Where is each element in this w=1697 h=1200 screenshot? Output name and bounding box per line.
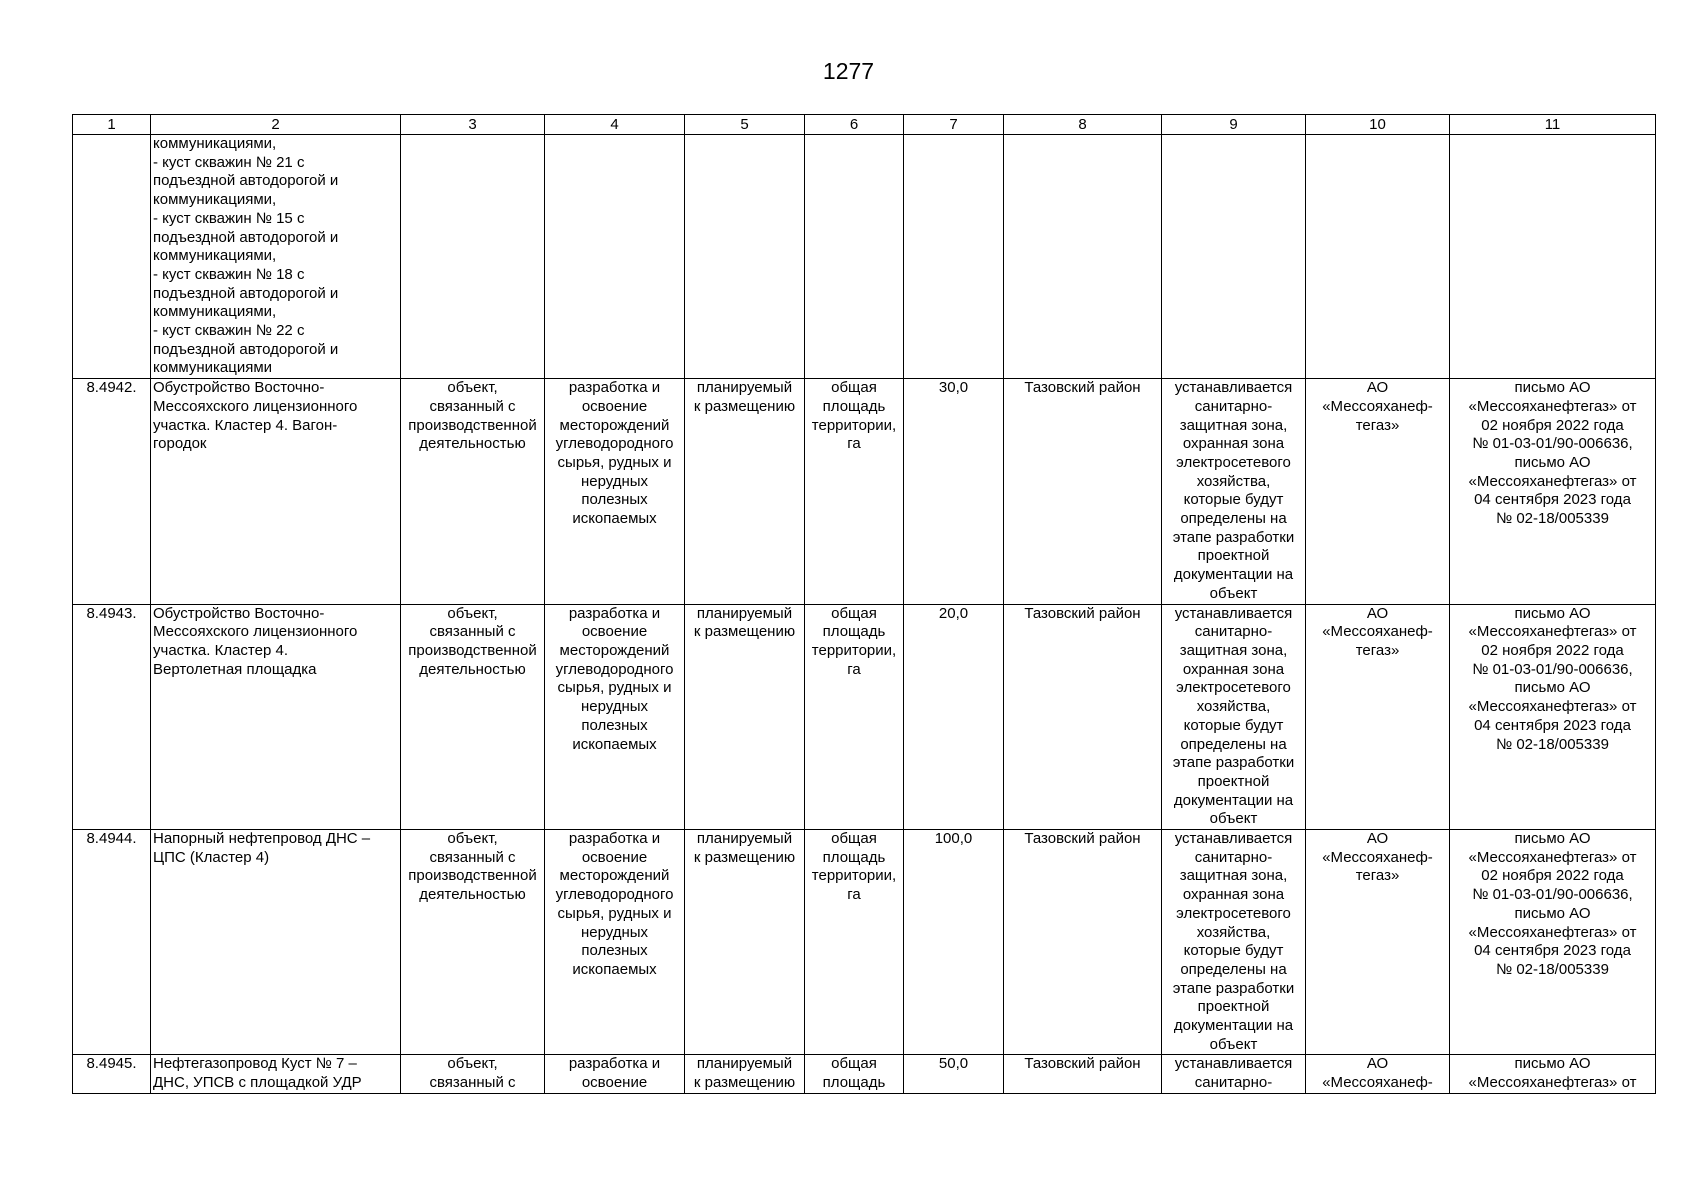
cell-name: Обустройство Восточно- Мессояхского лицензионного участка. Кластер 4. Вагон- городок — [151, 379, 401, 604]
column-header: 6 — [805, 115, 904, 135]
cell-name: Нефтегазопровод Куст № 7 – ДНС, УПСВ с площадкой УДР — [151, 1055, 401, 1093]
cell-characteristic — [805, 135, 904, 379]
cell-owner: АО «Мессояханеф- — [1306, 1055, 1450, 1093]
cell-owner: АО «Мессояханеф- тегаз» — [1306, 830, 1450, 1055]
cell-purpose: разработка и освоение — [545, 1055, 685, 1093]
cell-type: объект, связанный с производственной деятельностью — [401, 604, 545, 829]
cell-zones — [1162, 135, 1306, 379]
cell-purpose: разработка и освоение месторождений углеводородного сырья, рудных и нерудных полезных ископаемых — [545, 830, 685, 1055]
cell-type: объект, связанный с производственной деятельностью — [401, 379, 545, 604]
cell-number: 8.4942. — [73, 379, 151, 604]
cell-status: планируемый к размещению — [685, 604, 805, 829]
table-row — [73, 604, 1656, 829]
cell-name: Напорный нефтепровод ДНС – ЦПС (Кластер 4) — [151, 830, 401, 1055]
cell-location: Тазовский район — [1004, 1055, 1162, 1093]
cell-characteristic: общая площадь территории, га — [805, 604, 904, 829]
cell-purpose: разработка и освоение месторождений углеводородного сырья, рудных и нерудных полезных ископаемых — [545, 379, 685, 604]
cell-zones: устанавливается санитарно- защитная зона, охранная зона электросетевого хозяйства, которые будут определены на этапе разработки проектной документации на объект — [1162, 830, 1306, 1055]
cell-zones: устанавливается санитарно- защитная зона, охранная зона электросетевого хозяйства, которые будут определены на этапе разработки проектной документации на объект — [1162, 604, 1306, 829]
cell-name: Обустройство Восточно- Мессояхского лицензионного участка. Кластер 4. Вертолетная площадка — [151, 604, 401, 829]
column-header: 11 — [1450, 115, 1656, 135]
cell-owner: АО «Мессояханеф- тегаз» — [1306, 379, 1450, 604]
cell-status — [685, 135, 805, 379]
cell-zones: устанавливается санитарно- защитная зона, охранная зона электросетевого хозяйства, которые будут определены на этапе разработки проектной документации на объект — [1162, 379, 1306, 604]
cell-characteristic: общая площадь территории, га — [805, 830, 904, 1055]
column-header: 7 — [904, 115, 1004, 135]
column-header: 9 — [1162, 115, 1306, 135]
table-row — [73, 1055, 1656, 1093]
cell-value: 50,0 — [904, 1055, 1004, 1093]
cell-location: Тазовский район — [1004, 830, 1162, 1055]
cell-zones: устанавливается санитарно- — [1162, 1055, 1306, 1093]
cell-type: объект, связанный с — [401, 1055, 545, 1093]
cell-status: планируемый к размещению — [685, 379, 805, 604]
cell-characteristic: общая площадь территории, га — [805, 379, 904, 604]
cell-characteristic: общая площадь — [805, 1055, 904, 1093]
cell-type: объект, связанный с производственной деятельностью — [401, 830, 545, 1055]
column-header: 5 — [685, 115, 805, 135]
cell-basis: письмо АО «Мессояханефтегаз» от 02 ноября 2022 года № 01-03-01/90-006636, письмо АО «Мессояханефтегаз» от 04 сентября 2023 года № 02-18/005339 — [1450, 604, 1656, 829]
table-row — [73, 830, 1656, 1055]
cell-number: 8.4945. — [73, 1055, 151, 1093]
cell-number — [73, 135, 151, 379]
cell-basis: письмо АО «Мессояханефтегаз» от — [1450, 1055, 1656, 1093]
column-header: 1 — [73, 115, 151, 135]
column-header-row — [73, 115, 1656, 135]
column-header: 2 — [151, 115, 401, 135]
cell-basis — [1450, 135, 1656, 379]
cell-purpose — [545, 135, 685, 379]
cell-owner — [1306, 135, 1450, 379]
cell-number: 8.4943. — [73, 604, 151, 829]
cell-location: Тазовский район — [1004, 379, 1162, 604]
cell-basis: письмо АО «Мессояханефтегаз» от 02 ноября 2022 года № 01-03-01/90-006636, письмо АО «Мессояханефтегаз» от 04 сентября 2023 года № 02-18/005339 — [1450, 379, 1656, 604]
cell-basis: письмо АО «Мессояханефтегаз» от 02 ноября 2022 года № 01-03-01/90-006636, письмо АО «Мессояханефтегаз» от 04 сентября 2023 года № 02-18/005339 — [1450, 830, 1656, 1055]
continuation-row — [73, 135, 1656, 379]
cell-value: 100,0 — [904, 830, 1004, 1055]
cell-owner: АО «Мессояханеф- тегаз» — [1306, 604, 1450, 829]
cell-value: 20,0 — [904, 604, 1004, 829]
column-header: 10 — [1306, 115, 1450, 135]
column-header: 3 — [401, 115, 545, 135]
cell-value — [904, 135, 1004, 379]
column-header: 8 — [1004, 115, 1162, 135]
cell-type — [401, 135, 545, 379]
register-table — [72, 114, 1656, 1094]
cell-name: коммуникациями, - куст скважин № 21 с подъездной автодорогой и коммуникациями, - куст скважин № 15 с подъездной автодорогой и коммуникациями, - куст скважин № 18 с подъездной автодорогой и коммуникациями, - куст скважин № 22 с подъездной автодорогой и коммуникациями — [151, 135, 401, 379]
cell-location — [1004, 135, 1162, 379]
cell-location: Тазовский район — [1004, 604, 1162, 829]
cell-status: планируемый к размещению — [685, 830, 805, 1055]
column-header: 4 — [545, 115, 685, 135]
cell-value: 30,0 — [904, 379, 1004, 604]
page-number: 1277 — [822, 58, 875, 84]
cell-number: 8.4944. — [73, 830, 151, 1055]
cell-status: планируемый к размещению — [685, 1055, 805, 1093]
table-row — [73, 379, 1656, 604]
cell-purpose: разработка и освоение месторождений углеводородного сырья, рудных и нерудных полезных ископаемых — [545, 604, 685, 829]
